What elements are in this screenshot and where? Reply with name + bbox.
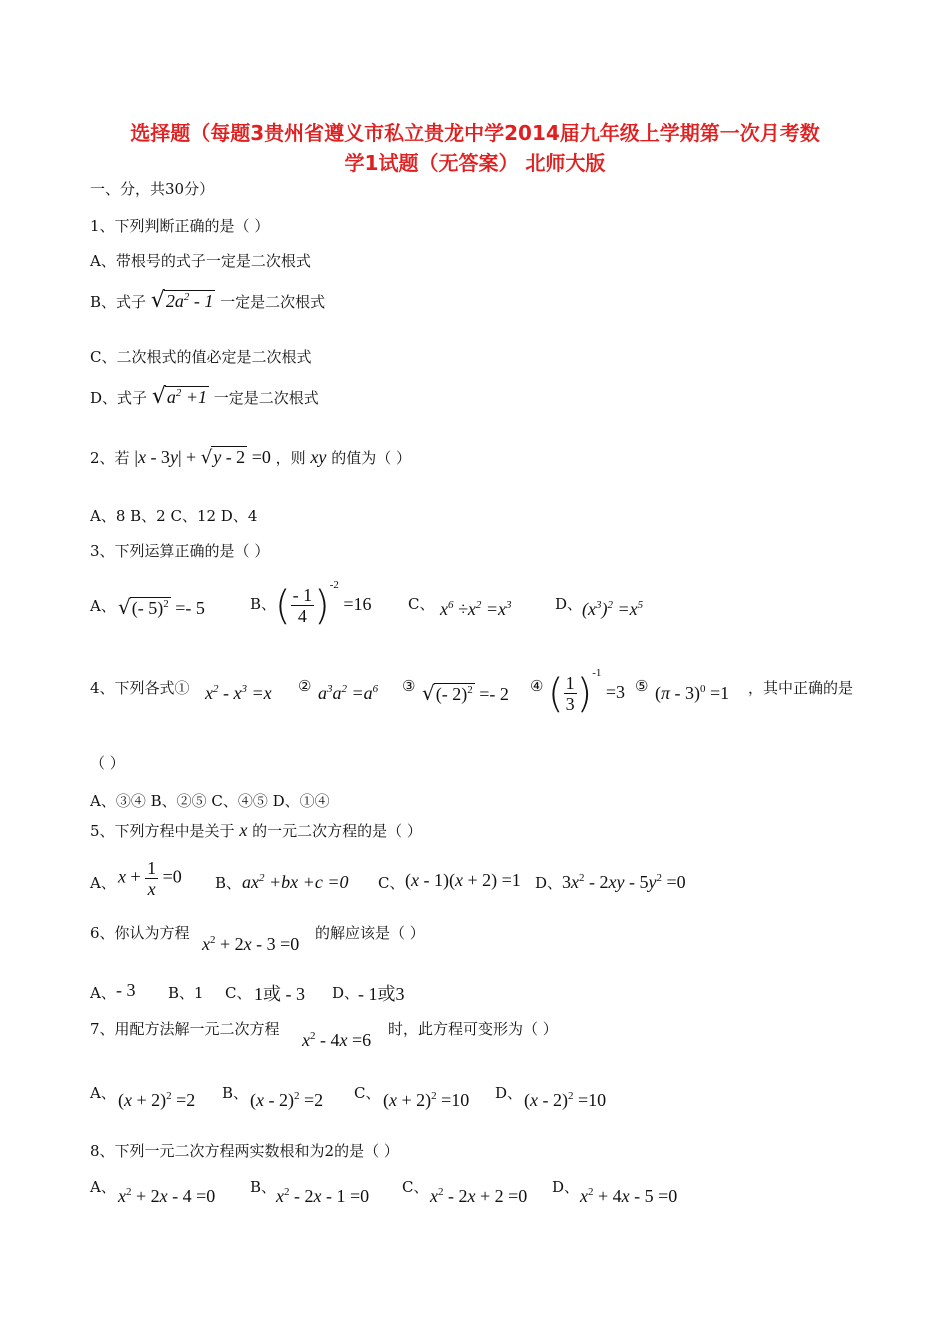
q4-num-5: ⑤ [635, 677, 649, 695]
q7-d-formula: (x - 2)$^2$ =10 [524, 1090, 607, 1110]
q5-ask: 的一元二次方程的是（ ） [252, 822, 422, 840]
q4-ask: ，其中正确的是 [748, 679, 854, 697]
q7-a-label: A、 [90, 1084, 116, 1102]
q5-d-label: D、 [535, 874, 563, 892]
q4-num-2: ② [298, 677, 312, 695]
q6-a-value: - 3 [116, 980, 136, 1000]
q5-stem [90, 820, 422, 841]
q7-d-label: D、 [495, 1084, 523, 1102]
section-heading: 一、分，共30分） [90, 180, 215, 198]
q8-stem: 8、下列一元二次方程两实数根和为2的是（ ） [90, 1142, 399, 1160]
q5-x: x [239, 820, 248, 840]
q6-option-b: B、1 [168, 984, 204, 1002]
q3-d-label: D、 [555, 595, 583, 613]
q2-label: 2、若 [90, 449, 130, 467]
q5-options [90, 858, 890, 908]
q8-d-label: D、 [552, 1178, 580, 1196]
q2-options: A、8 B、2 C、12 D、4 [90, 507, 258, 525]
q3-b-formula: ( $\frac{- 1}{4}$ )$^{-2}$ =16 [275, 579, 372, 629]
q7-b-label: B、 [222, 1084, 249, 1102]
q6-d-label: D、 [332, 984, 360, 1002]
q3-d-formula: $(x^3)^2 =x^5$ [582, 599, 644, 619]
q2-ask: 的值为（ ） [331, 449, 411, 467]
q3-options [90, 579, 890, 635]
q3-stem: 3、下列运算正确的是（ ） [90, 542, 270, 560]
q5-d-formula: $3x^2 - 2xy - 5y^2 =0$ [562, 872, 686, 892]
q6-a-label: A、 [90, 984, 116, 1002]
q5-b-formula: $ax^2 +bx +c =0$ [242, 872, 349, 892]
q3-c-formula: $x^6 \div x^2 =x^3$ [440, 599, 512, 619]
q4-formula-5: (π - 3)$^0$ =1 [655, 683, 730, 703]
q2-formula: |x - 3y| + √y - 2 =0 [134, 447, 271, 468]
q4-num-3: ③ [402, 677, 416, 695]
document-title-line2: 学1试题（无答案） 北师大版 [344, 151, 606, 175]
q8-a-label: A、 [90, 1178, 116, 1196]
q5-c-formula: (x - 1)(x + 2) =1 [405, 870, 521, 890]
q4-stem [90, 665, 890, 725]
q1-option-d [90, 384, 319, 409]
q4-formula-4: ( $\frac{1}{3}$ )$^{-1}$ =3 [548, 667, 626, 717]
q6-c-label: C、 [225, 984, 252, 1002]
q8-options [90, 1176, 890, 1216]
q4-label: 4、下列各式① [90, 679, 190, 697]
q1-option-a: A、带根号的式子一定是二次根式 [90, 252, 311, 270]
q7-c-label: C、 [354, 1084, 381, 1102]
q3-a-formula: √(- 5)$^2$ =- 5 [118, 595, 205, 619]
q7-b-formula: (x - 2)$^2$ =2 [250, 1090, 324, 1110]
q5-a-label: A、 [90, 874, 116, 892]
q1-d-text: 一定是二次根式 [213, 389, 319, 407]
q3-b-label: B、 [250, 595, 277, 613]
q4-formula-2: $a^3a^2 =a^6$ [318, 683, 379, 703]
q7-a-formula: $(x + 2)^2 =2$ [118, 1090, 196, 1110]
q2-stem [90, 446, 411, 468]
q7-label: 7、用配方法解一元二次方程 [90, 1020, 280, 1038]
q6-label: 6、你认为方程 [90, 924, 190, 942]
q3-a-label: A、 [90, 597, 116, 615]
q7-c-formula: $(x + 2)^2 =10$ [383, 1090, 470, 1110]
q6-c-value: 1或 - 3 [254, 984, 305, 1004]
q8-d-formula: $x^2 + 4x - 5 =0$ [580, 1186, 678, 1206]
q4-formula-1: $x^2 - x^3 =x$ [205, 683, 272, 703]
q8-c-formula: $x^2 - 2x + 2 =0$ [430, 1186, 528, 1206]
q6-stem [90, 920, 890, 960]
q1-b-formula: $2a^2 - 1$ [165, 291, 214, 311]
q8-b-label: B、 [250, 1178, 277, 1196]
q1-d-label: D、式子 [90, 389, 148, 407]
q4-formula-3: √(- 2)$^2$ =- 2 [422, 681, 509, 705]
q6-d-value: - 1或3 [358, 984, 405, 1004]
q5-label: 5、下列方程中是关于 [90, 822, 235, 840]
q6-ask: 的解应该是（ ） [315, 924, 425, 942]
q4-options: A、③④ B、②⑤ C、④⑤ D、①④ [90, 792, 330, 810]
q8-a-formula: $x^2 + 2x - 4 =0$ [118, 1186, 216, 1206]
q2-then: ，则 [275, 449, 306, 467]
q1-b-text: 一定是二次根式 [220, 293, 326, 311]
q1-option-b [90, 288, 325, 313]
q5-b-label: B、 [215, 874, 242, 892]
q8-c-label: C、 [402, 1178, 429, 1196]
q4-paren: （ ） [90, 754, 125, 772]
q6-formula: $x^2 + 2x - 3 =0$ [202, 934, 300, 954]
q2-xy: xy [310, 447, 327, 467]
q1-option-c: C、二次根式的值必定是二次根式 [90, 348, 312, 366]
q7-stem [90, 1016, 890, 1056]
q1-d-formula: $a^2 +1$ [166, 387, 207, 407]
q1-stem: 1、下列判断正确的是（ ） [90, 217, 270, 235]
q6-options [90, 982, 890, 1006]
q5-c-label: C、 [378, 874, 405, 892]
sqrt-symbol: √ [151, 384, 166, 409]
q7-formula: $x^2 - 4x =6$ [302, 1030, 372, 1050]
q3-c-label: C、 [408, 595, 435, 613]
document-title-line1: 选择题（每题3贵州省遵义市私立贵龙中学2014届九年级上学期第一次月考数 [130, 121, 820, 145]
q7-options [90, 1082, 890, 1122]
sqrt-symbol: √ [150, 288, 165, 313]
q4-num-4: ④ [530, 677, 544, 695]
q8-b-formula: $x^2 - 2x - 1 =0$ [276, 1186, 370, 1206]
q5-a-formula: x + $\frac{1}{x}$ =0 [118, 858, 182, 899]
q1-b-label: B、式子 [90, 293, 147, 311]
q7-ask: 时，此方程可变形为（ ） [388, 1020, 558, 1038]
